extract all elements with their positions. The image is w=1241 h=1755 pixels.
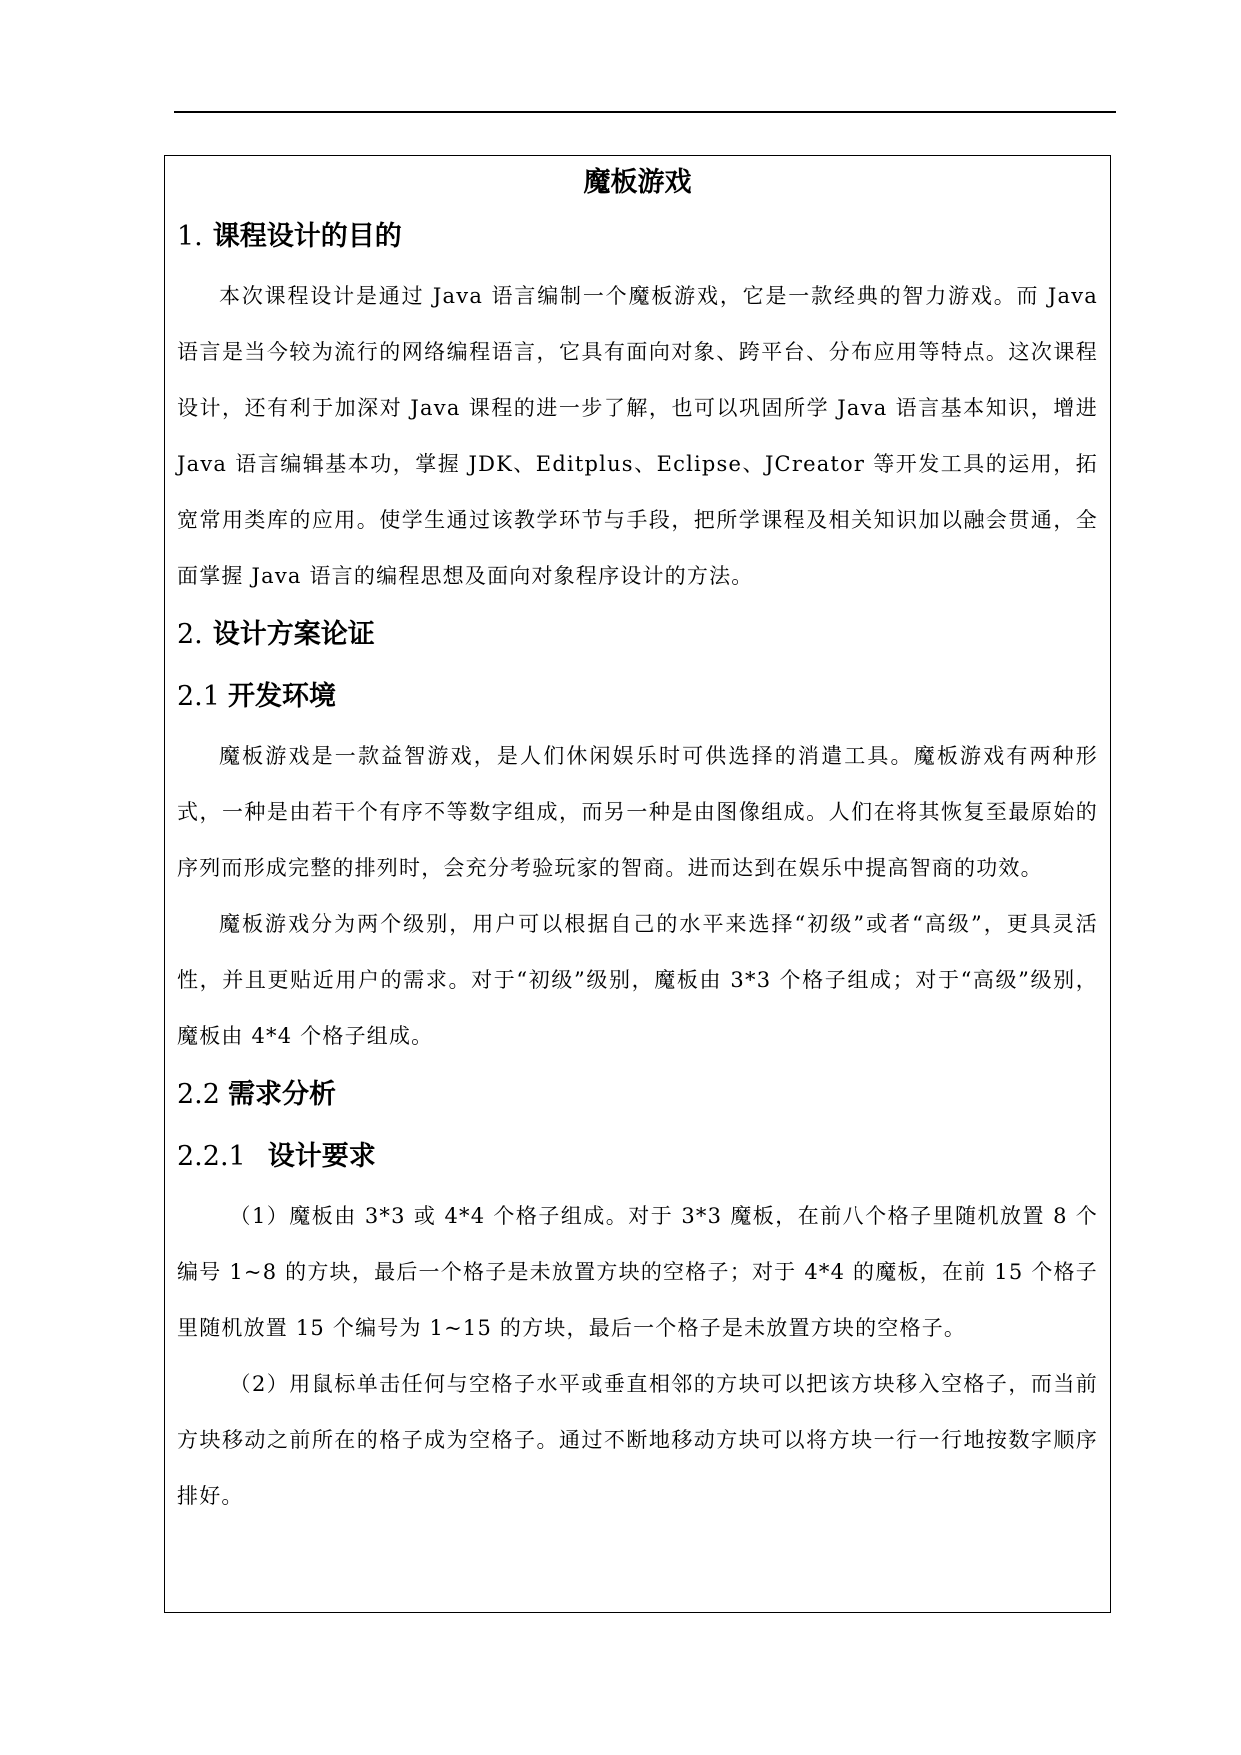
- content-box: [164, 155, 1111, 1613]
- paragraph: 本次课程设计是通过 Java 语言编制一个魔板游戏，它是一款经典的智力游戏。而 Java 语言是当今较为流行的网络编程语言，它具有面向对象、跨平台、分布应用等特点。这次课程设计，还有利于加深对 Java 课程的进一步了解，也可以巩固所学 Java 语言基本知识，增进 Java 语言编辑基本功，掌握 JDK、Editplus、Eclipse、JCreator 等开发工具的运用，拓宽常用类库的应用。使学生通过该教学环节与手段，把所学课程及相关知识加以融会贯通，全面掌握 Java 语言的编程思想及面向对象程序设计的方法。: [177, 284, 1098, 588]
- section-number: 2.: [177, 619, 203, 650]
- section-heading-2-2-1: [177, 1126, 1098, 1188]
- section-title: 课程设计的目的: [212, 221, 402, 252]
- document-title: 魔板游戏: [583, 167, 692, 198]
- section-number: 2.1: [177, 681, 220, 712]
- list-paragraph: （2）用鼠标单击任何与空格子水平或垂直相邻的方块可以把该方块移入空格子，而当前方块移动之前所在的格子成为空格子。通过不断地移动方块可以将方块一行一行地按数字顺序排好。: [177, 1372, 1098, 1508]
- section-number: 2.2.1: [177, 1141, 246, 1172]
- section-heading-1: [177, 206, 1098, 268]
- section-heading-2: [177, 604, 1098, 666]
- header-rule: [174, 111, 1116, 113]
- section-title: 需求分析: [227, 1079, 336, 1110]
- section-heading-2-1: [177, 666, 1098, 728]
- section-heading-2-2: [177, 1064, 1098, 1126]
- section-number: 1.: [177, 221, 203, 252]
- list-paragraph: （1）魔板由 3*3 或 4*4 个格子组成。对于 3*3 魔板，在前八个格子里随机放置 8 个编号 1~8 的方块，最后一个格子是未放置方块的空格子；对于 4*4 的魔板，在前 15 个格子里随机放置 15 个编号为 1~15 的方块，最后一个格子是未放置方块的空格子。: [177, 1204, 1098, 1340]
- section-title: 设计方案论证: [212, 619, 375, 650]
- section-title: 设计要求: [267, 1141, 376, 1172]
- paragraph: 魔板游戏分为两个级别，用户可以根据自己的水平来选择“初级”或者“高级”，更具灵活性，并且更贴近用户的需求。对于“初级”级别，魔板由 3*3 个格子组成；对于“高级”级别，魔板由 4*4 个格子组成。: [177, 912, 1098, 1048]
- paragraph: 魔板游戏是一款益智游戏，是人们休闲娱乐时可供选择的消遣工具。魔板游戏有两种形式，一种是由若干个有序不等数字组成，而另一种是由图像组成。人们在将其恢复至最原始的序列而形成完整的排列时，会充分考验玩家的智商。进而达到在娱乐中提高智商的功效。: [177, 744, 1098, 880]
- section-number: 2.2: [177, 1079, 220, 1110]
- section-title: 开发环境: [227, 681, 336, 712]
